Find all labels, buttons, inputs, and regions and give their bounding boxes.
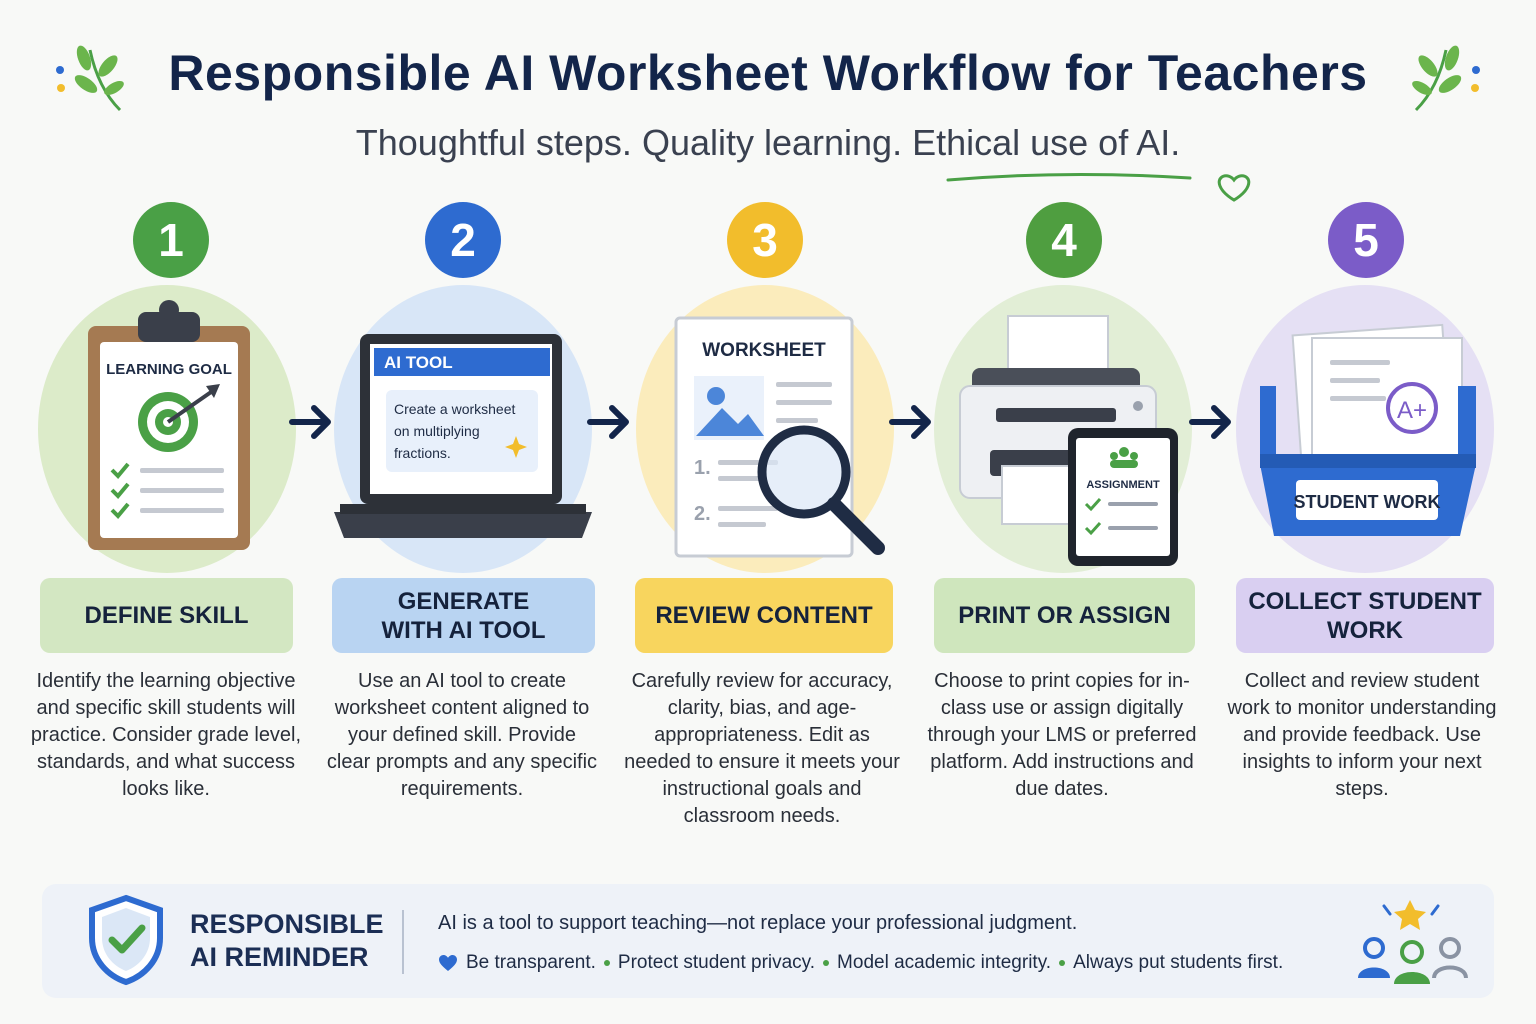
step-2-label: GENERATE WITH AI TOOL [332, 578, 595, 653]
step-5-label: COLLECT STUDENT WORK [1236, 578, 1494, 653]
responsible-ai-reminder [42, 884, 1494, 998]
reminder-statement: AI is a tool to support teaching—not replace your professional judgment. [438, 912, 1078, 934]
step-5-description: Collect and review student work to monitor understanding and provide feedback. Use insights to inform your next steps. [1227, 670, 1497, 800]
left-sprig-icon [50, 40, 134, 114]
step-1-label: DEFINE SKILL [40, 578, 293, 653]
step-2-number: 2 [425, 202, 501, 278]
worksheet-item-1: 1. [694, 457, 711, 479]
heart-icon [438, 954, 458, 972]
right-sprig-icon [1402, 40, 1486, 114]
reminder-points [438, 952, 1283, 974]
step-3-number: 3 [727, 202, 803, 278]
step-5-number: 5 [1328, 202, 1404, 278]
page-subtitle: Thoughtful steps. Quality learning. Ethical use of AI. [355, 122, 1181, 163]
step-4-description: Choose to print copies for in-class use or assign digitally through your LMS or preferred platform. Add instructions and due dates. [927, 670, 1197, 800]
reminder-point: Model academic integrity. [837, 952, 1052, 973]
worksheet-label: WORKSHEET [702, 340, 826, 361]
people-star-icon [1354, 894, 1474, 986]
worksheet-magnifier-icon [672, 290, 892, 562]
bullet-dot [823, 960, 829, 966]
step-4-number: 4 [1026, 202, 1102, 278]
ai-prompt-text: Create a worksheet on multiplying fractions. [394, 401, 516, 461]
step-3-label: REVIEW CONTENT [635, 578, 893, 653]
worksheet-item-2: 2. [694, 503, 711, 525]
student-work-label: STUDENT WORK [1293, 492, 1441, 512]
step-2-description: Use an AI tool to create worksheet content aligned to your defined skill. Provide clear prompts and any specific requirements. [326, 670, 598, 800]
assignment-label: ASSIGNMENT [1086, 479, 1160, 491]
student-work-tray-icon [1254, 290, 1480, 550]
laptop-icon [330, 290, 596, 558]
reminder-divider [402, 910, 404, 974]
step-1-description: Identify the learning objective and specific skill students will practice. Consider grade level, standards, and what success looks like. [30, 670, 302, 800]
printer-tablet-icon [956, 290, 1182, 570]
reminder-title: RESPONSIBLE AI REMINDER [190, 909, 384, 972]
bullet-dot [604, 960, 610, 966]
arrow-right-icon [586, 402, 634, 442]
ai-tool-label: AI TOOL [384, 353, 453, 372]
grade-mark: A+ [1396, 397, 1428, 424]
page-title: Responsible AI Worksheet Workflow for Teachers [168, 45, 1368, 101]
step-1-number: 1 [133, 202, 209, 278]
underline-icon [946, 172, 1256, 220]
step-4-label: PRINT OR ASSIGN [934, 578, 1195, 653]
clipboard-label: LEARNING GOAL [106, 361, 232, 378]
reminder-point: Always put students first. [1073, 952, 1284, 973]
shield-check-icon [88, 894, 164, 986]
arrow-right-icon [1188, 402, 1236, 442]
reminder-point: Be transparent. [466, 952, 596, 973]
step-3-description: Carefully review for accuracy, clarity, bias, and age-appropriateness. Edit as needed to ensure it meets your instructional goals and classroom needs. [624, 670, 900, 827]
clipboard-icon [84, 290, 254, 558]
arrow-right-icon [888, 402, 936, 442]
arrow-right-icon [288, 402, 336, 442]
reminder-point: Protect student privacy. [617, 952, 816, 973]
bullet-dot [1059, 960, 1065, 966]
